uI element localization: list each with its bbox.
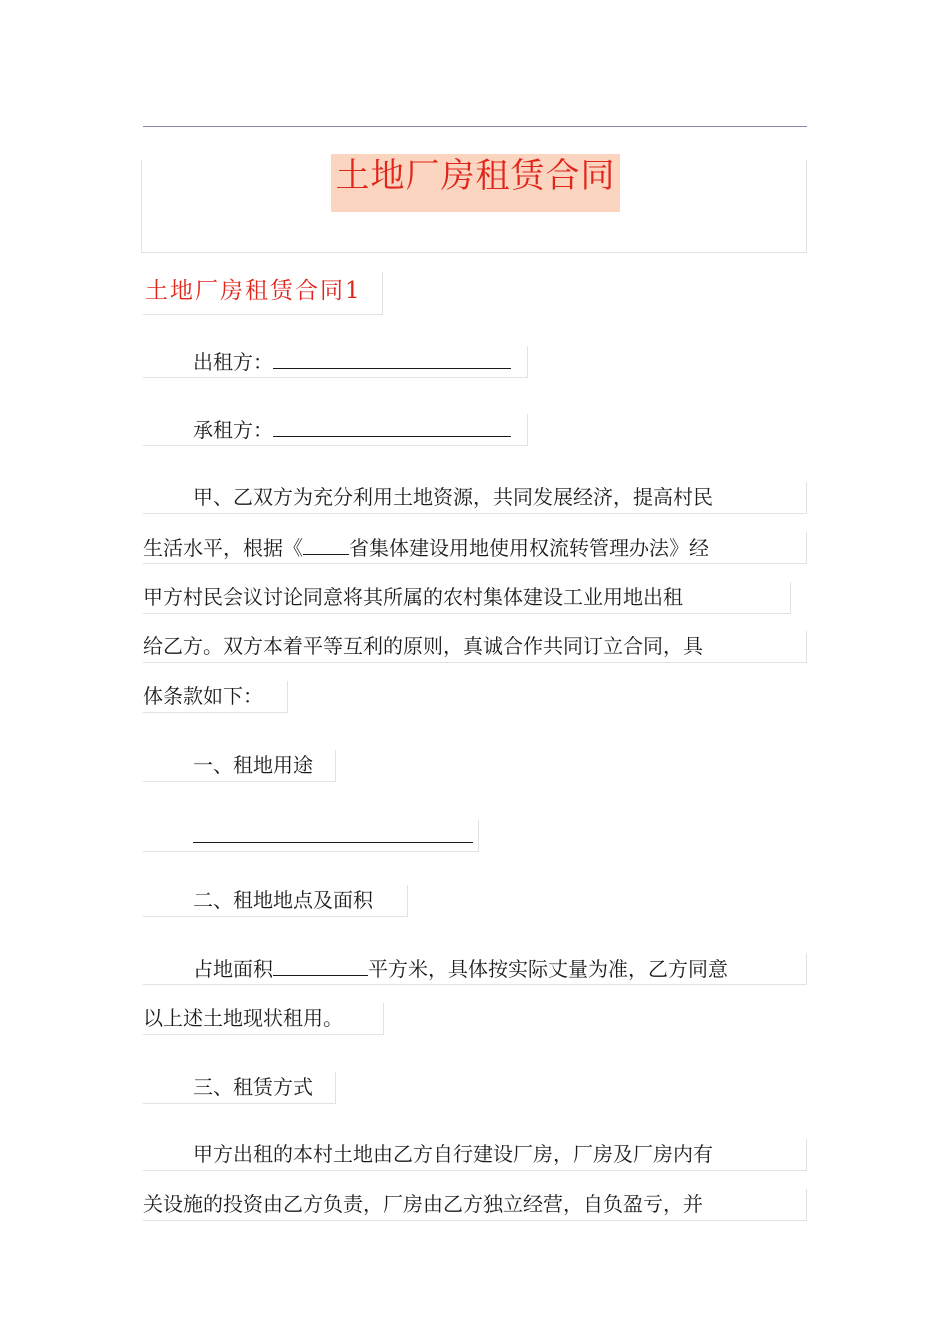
clause-2-heading: 二、租地地点及面积 [143, 885, 408, 917]
lessor-blank [273, 346, 511, 369]
area-text: 平方米，具体按实际丈量为准，乙方同意 [368, 957, 728, 981]
lessor-line [143, 346, 528, 378]
lessee-line [143, 414, 528, 446]
clause-3-heading: 三、租赁方式 [143, 1072, 336, 1104]
intro-line-4: 给乙方。双方本着平等互利的原则，真诚合作共同订立合同，具 [143, 631, 807, 663]
section-heading: 土地厂房租赁合同1 [143, 272, 383, 315]
clause-1-heading: 一、租地用途 [143, 750, 336, 782]
clause-3-line-2: 关设施的投资由乙方负责，厂房由乙方独立经营，自负盈亏，并 [143, 1189, 807, 1221]
intro-line-2b: 省集体建设用地使用权流转管理办法》经 [349, 536, 709, 560]
province-blank [303, 532, 349, 555]
clause-2-line-2: 以上述土地现状租用。 [143, 1003, 384, 1035]
intro-line-5: 体条款如下： [143, 681, 288, 713]
clause-2-line-1 [143, 953, 807, 985]
lessee-blank [273, 414, 511, 437]
clause-3-line-1: 甲方出租的本村土地由乙方自行建设厂房，厂房及厂房内有 [143, 1139, 807, 1171]
lessee-label: 承租方： [193, 418, 273, 442]
area-blank [273, 953, 368, 976]
purpose-blank [193, 820, 473, 843]
document-title: 土地厂房租赁合同 [331, 154, 620, 212]
intro-line-2a: 生活水平，根据《 [143, 536, 303, 560]
clause-1-line [143, 820, 479, 852]
lessor-label: 出租方： [193, 350, 273, 374]
intro-line-3: 甲方村民会议讨论同意将其所属的农村集体建设工业用地出租 [143, 582, 791, 614]
intro-line-2 [143, 532, 807, 564]
intro-line-1: 甲、乙双方为充分利用土地资源，共同发展经济，提高村民 [143, 482, 807, 514]
header-rule [143, 126, 807, 127]
area-label: 占地面积 [193, 957, 273, 981]
